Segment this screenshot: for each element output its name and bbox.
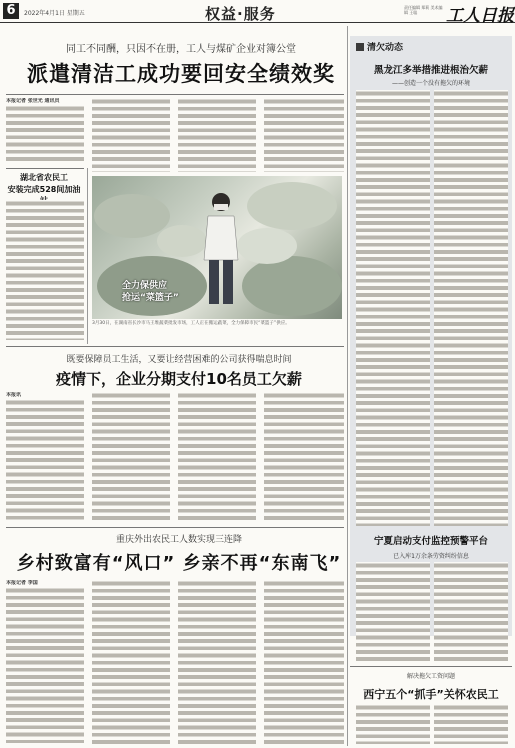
news-photo (92, 176, 342, 319)
lead-body-col-2 (92, 98, 170, 172)
body-text-lines (92, 98, 170, 172)
issue-date: 2022年4月1日 星期五 (24, 10, 85, 17)
body-text-lines (356, 562, 430, 662)
body-text-lines (6, 587, 84, 743)
right-story2-col-1 (356, 562, 430, 662)
body-text-lines (178, 580, 256, 744)
right-story3-col-2 (434, 704, 508, 744)
divider (6, 94, 344, 95)
side-body (6, 200, 84, 340)
divider (347, 26, 348, 746)
side-headline-2: 安装完成528间加油 (7, 185, 81, 194)
second-kicker: 既要保障员工生活，又要让经营困难的公司获得喘息时间 (66, 355, 292, 365)
second-body-col-2 (92, 392, 170, 522)
right-story2-subhead: 已入库1万余条劳资纠纷信息 (393, 553, 469, 560)
divider (350, 666, 512, 667)
section-title: 权益·服务 (205, 5, 276, 23)
divider (6, 527, 344, 528)
newspaper-logo: 工人日报 (446, 6, 514, 26)
body-text-lines (92, 392, 170, 522)
right-story3-kicker: 解决拖欠工资问题 (406, 673, 455, 680)
lead-headline: 派遣清洁工成功要回安全绩效奖 (27, 62, 335, 86)
third-body-col-4 (264, 580, 344, 744)
body-text-lines (92, 580, 170, 744)
right-column-header-text: 清欠动态 (367, 43, 404, 53)
body-text-lines (6, 105, 84, 163)
body-text-lines (434, 704, 508, 744)
photo-overlay-line2: 抢运“菜篮子” (122, 293, 179, 303)
divider (87, 168, 88, 344)
worker-figure (200, 190, 242, 310)
page-number: 6 (3, 3, 19, 19)
side-headline-1: 湖北省农民工 (20, 173, 68, 182)
right-story2-headline: 宁夏启动支付监控预警平台 (373, 536, 488, 547)
lead-body-col-4 (264, 98, 344, 172)
lead-body-col-3 (178, 98, 256, 172)
photo-overlay-line1: 全力保供应 (122, 281, 168, 291)
right-story2-col-2 (434, 562, 508, 662)
right-story1-subhead: ——创造一个没有拖欠的环境 (391, 80, 470, 87)
right-story1-headline: 黑龙江多举措推进根治欠薪 (373, 65, 488, 76)
lead-body-col-1 (6, 98, 84, 164)
divider (6, 168, 84, 169)
right-column-header (356, 40, 403, 53)
lead-byline: 本报记者 张世光 通讯员 (6, 98, 60, 104)
second-byline: 本报讯 (6, 392, 22, 398)
body-text-lines (264, 580, 344, 744)
editors-credit: 责任编辑 郑莉 美术编辑 王聪 (404, 5, 443, 15)
body-text-lines (178, 392, 256, 522)
body-text-lines (434, 90, 508, 526)
right-story1-col-2 (434, 90, 508, 526)
second-body-col-4 (264, 392, 344, 522)
third-headline: 乡村致富有“风口” 乡亲不再“东南飞” (16, 553, 342, 574)
divider (6, 346, 344, 347)
second-body-col-1 (6, 392, 84, 522)
right-story3-headline: 西宁五个“抓手”关怀农民工 (363, 688, 499, 701)
right-story1-col-1 (356, 90, 430, 526)
third-kicker: 重庆外出农民工人数实现三连降 (115, 535, 242, 545)
body-text-lines (264, 392, 344, 522)
body-text-lines (6, 200, 84, 340)
third-body-col-1 (6, 580, 84, 744)
third-body-col-2 (92, 580, 170, 744)
lead-kicker: 同工不同酬，只因不在册，工人与煤矿企业对簿公堂 (66, 44, 296, 55)
body-text-lines (6, 399, 84, 521)
masthead (0, 0, 515, 26)
second-headline: 疫情下，企业分期支付10名员工欠薪 (56, 370, 302, 388)
body-text-lines (264, 98, 344, 172)
body-text-lines (356, 704, 430, 744)
body-text-lines (434, 562, 508, 662)
square-bullet-icon (356, 43, 364, 51)
body-text-lines (178, 98, 256, 172)
third-byline: 本报记者 李国 (6, 580, 38, 586)
third-body-col-3 (178, 580, 256, 744)
right-story3-col-1 (356, 704, 430, 744)
photo-caption: 3月30日，在湖南省长沙市马王堆蔬菜批发市场，工人正在搬运蔬菜，全力保障市民“菜篮子”供应。 (92, 321, 290, 326)
photo-overlay-title (122, 280, 179, 304)
second-body-col-3 (178, 392, 256, 522)
body-text-lines (356, 90, 430, 526)
